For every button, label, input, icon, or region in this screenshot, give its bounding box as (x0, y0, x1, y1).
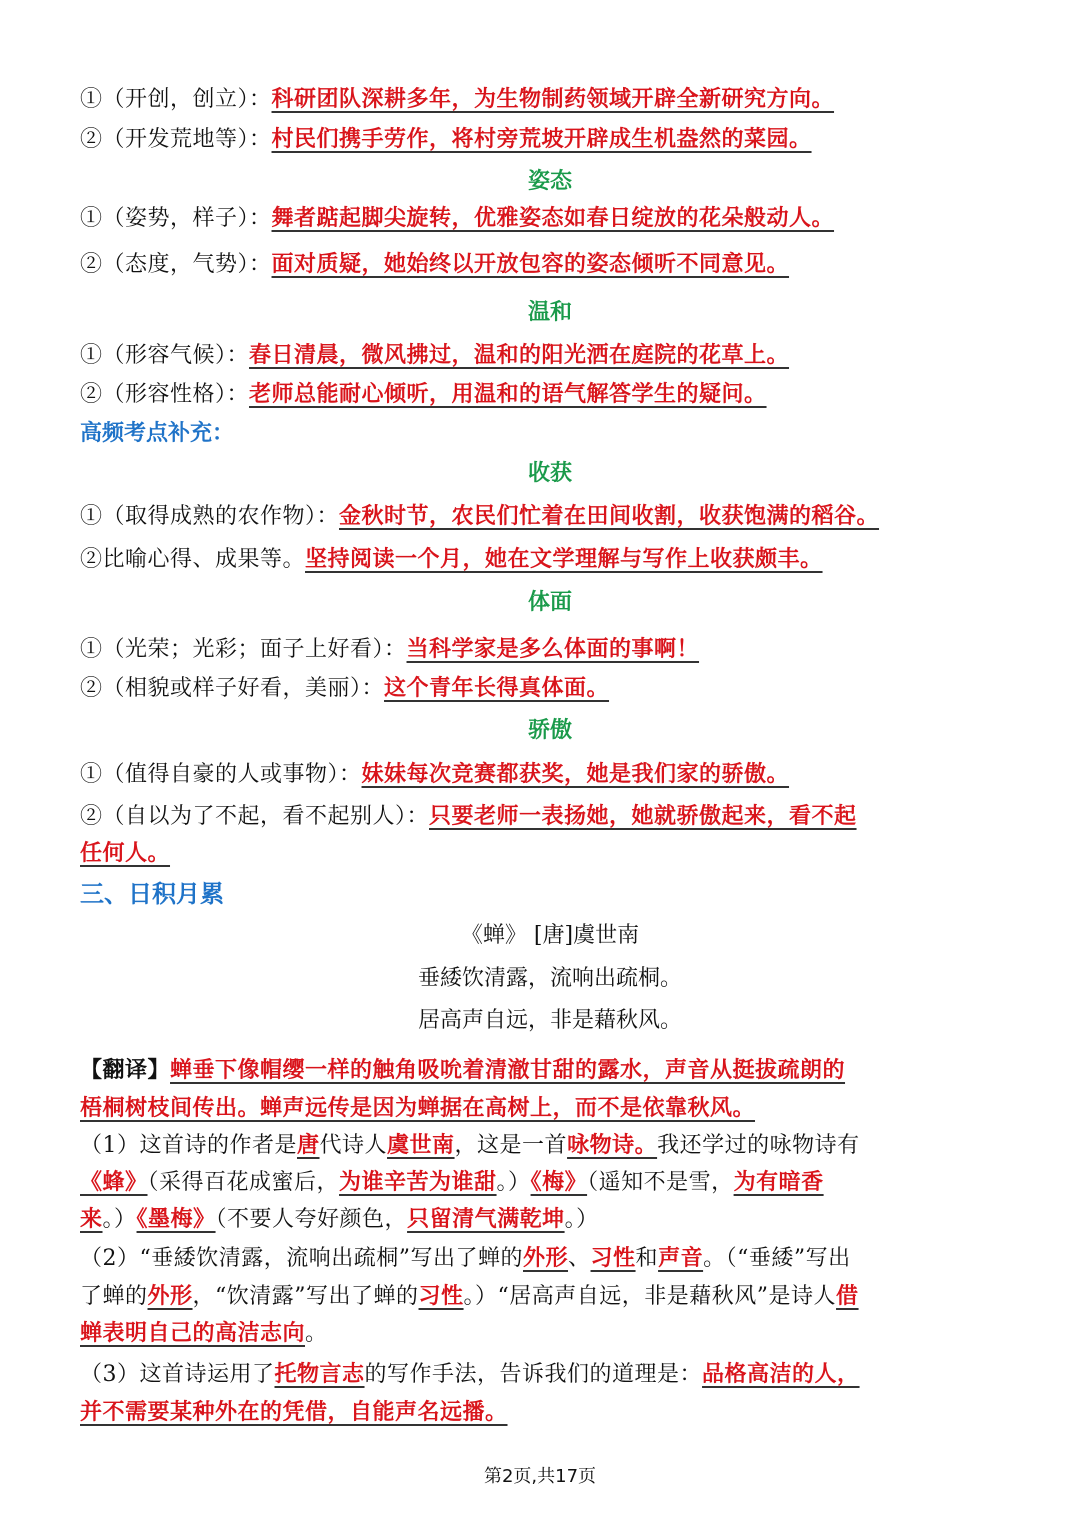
sense-label: ①（形容气候）： (80, 343, 250, 368)
translation-line (80, 1055, 1010, 1086)
answer-blank: 为谁辛苦为谁甜 (339, 1169, 497, 1195)
question-text: 了蝉的 (80, 1284, 148, 1309)
answer-blank: 借 (836, 1283, 859, 1309)
sense-line (80, 501, 1010, 532)
question-line (80, 1359, 1010, 1390)
translation-line (80, 1093, 1010, 1124)
question-text: 的写作手法，告诉我们的道理是： (364, 1362, 703, 1387)
question-text: 。） (564, 1207, 599, 1232)
answer-blank: 习性 (418, 1283, 464, 1309)
sense-line (80, 634, 1010, 665)
question-text: 。） (102, 1207, 137, 1232)
question-text: 。（“垂緌”写出 (703, 1246, 851, 1271)
word-title: 体面 (527, 589, 572, 615)
answer-blank: 虞世南 (387, 1132, 455, 1158)
poem-line: 居高声自远，非是藉秋风。 (417, 1008, 682, 1033)
answer-blank: 《梅》 (530, 1169, 588, 1195)
answer-blank: 为有暗香 (733, 1169, 824, 1195)
sense-example: 舞者踮起脚尖旋转，优雅姿态如春日绽放的花朵般动人。 (271, 205, 835, 231)
sense-label: ①（取得成熟的农作物）： (80, 504, 340, 529)
sense-line (80, 124, 1010, 155)
word-title: 姿态 (527, 168, 572, 194)
sense-example: 金秋时节，农民们忙着在田间收割，收获饱满的稻谷。 (339, 503, 880, 529)
question-text: （3）这首诗运用了 (80, 1362, 275, 1387)
sense-line (80, 249, 1010, 280)
question-line (80, 1167, 1010, 1198)
question-text: 。）“居高声自远，非是藉秋风”是诗人 (463, 1284, 837, 1309)
sense-label: ①（值得自豪的人或事物）： (80, 762, 362, 787)
sense-line (80, 203, 1010, 234)
supplement-label: 高频考点补充： (80, 420, 235, 446)
sense-line-cont (80, 838, 1010, 869)
sense-label: ①（姿势，样子）： (80, 206, 272, 231)
section-heading: 三、日积月累 (80, 880, 224, 908)
sense-label: ②（相貌或样子好看，美丽）： (80, 676, 385, 701)
poem-title: 《蝉》 [唐]虞世南 (460, 923, 640, 948)
sense-label: ②比喻心得、成果等。 (80, 547, 306, 572)
answer-blank: 只留清气满乾坤 (407, 1206, 565, 1232)
question-text: 和 (635, 1246, 659, 1271)
answer-blank: 并不需要某种外在的凭借，自能声名远播。 (80, 1399, 508, 1425)
answer-blank: 蝉表明自己的高洁志向 (80, 1320, 306, 1346)
answer-blank: 《蜂》 (80, 1169, 148, 1195)
question-line (80, 1281, 1010, 1312)
translation-text: 梧桐树枝间传出。蝉声远传是因为蝉据在高树上，而不是依靠秋风。 (80, 1095, 756, 1121)
question-text: 我还学过的咏物诗有 (657, 1133, 860, 1158)
translation-label: 【翻译】 (80, 1057, 171, 1083)
question-line (80, 1130, 1010, 1161)
sense-example: 村民们携手劳作，将村旁荒坡开辟成生机盎然的菜园。 (271, 126, 812, 152)
question-text: （不要人夸好颜色， (215, 1207, 408, 1232)
answer-blank: 习性 (590, 1245, 636, 1271)
answer-blank: 托物言志 (274, 1361, 365, 1387)
sense-example: 春日清晨，微风拂过，温和的阳光洒在庭院的花草上。 (249, 342, 790, 368)
word-title: 收获 (527, 460, 572, 486)
answer-blank: 来 (80, 1206, 103, 1232)
question-line (80, 1397, 1010, 1428)
sense-line (80, 544, 1010, 575)
question-line (80, 1318, 1010, 1349)
answer-blank: 外形 (523, 1245, 569, 1271)
question-text: 。） (496, 1170, 531, 1195)
question-line (80, 1204, 1010, 1235)
question-text: ，“饮清露”写出了蝉的 (192, 1284, 419, 1309)
sense-label: ②（态度，气势）： (80, 252, 272, 277)
question-text: 、 (568, 1246, 591, 1271)
sense-example: 妹妹每次竞赛都获奖，她是我们家的骄傲。 (361, 761, 790, 787)
sense-label: ②（形容性格）： (80, 382, 250, 407)
poem-line: 垂緌饮清露，流响出疏桐。 (417, 966, 682, 991)
answer-blank: 声音 (658, 1245, 704, 1271)
sense-example: 科研团队深耕多年，为生物制药领域开辟全新研究方向。 (271, 86, 835, 112)
sense-example: 只要老师一表扬她，她就骄傲起来，看不起 (429, 803, 857, 829)
sense-example: 老师总能耐心倾听，用温和的语气解答学生的疑问。 (249, 381, 767, 407)
word-title: 骄傲 (527, 717, 572, 743)
sense-label: ②（自以为了不起，看不起别人）： (80, 804, 430, 829)
sense-label: ①（开创，创立）： (80, 87, 272, 112)
sense-example: 任何人。 (80, 840, 171, 866)
question-text: （遥知不是雪， (587, 1170, 734, 1195)
answer-blank: 外形 (147, 1283, 193, 1309)
question-text: 代诗人 (319, 1133, 388, 1158)
answer-blank: 《墨梅》 (136, 1206, 216, 1232)
answer-blank: 咏物诗。 (567, 1132, 658, 1158)
sense-example: 当科学家是多么体面的事啊！ (406, 636, 700, 662)
sense-line (80, 673, 1010, 704)
sense-line (80, 340, 1010, 371)
question-text: （1）这首诗的作者是 (80, 1133, 297, 1158)
sense-example: 坚持阅读一个月，她在文学理解与写作上收获颇丰。 (305, 546, 823, 572)
answer-blank: 唐 (297, 1132, 320, 1158)
translation-text: 蝉垂下像帽缨一样的触角吸吮着清澈甘甜的露水，声音从挺拔疏朗的 (170, 1057, 846, 1083)
sense-line (80, 379, 1010, 410)
question-text: （2）“垂緌饮清露，流响出疏桐”写出了蝉的 (80, 1246, 523, 1271)
question-text: 。 (305, 1321, 328, 1346)
question-text: ，这是一首 (454, 1133, 568, 1158)
sense-example: 这个青年长得真体面。 (384, 675, 610, 701)
sense-example: 面对质疑，她始终以开放包容的姿态倾听不同意见。 (271, 251, 790, 277)
page-number: 第2页,共17页 (483, 1466, 597, 1487)
answer-blank: 品格高洁的人， (702, 1361, 860, 1387)
question-line (80, 1243, 1010, 1274)
question-text: （采得百花成蜜后， (147, 1170, 340, 1195)
sense-line (80, 801, 1010, 832)
word-title: 温和 (527, 299, 572, 325)
sense-line (80, 84, 1010, 115)
sense-label: ②（开发荒地等）： (80, 127, 272, 152)
sense-line (80, 759, 1010, 790)
sense-label: ①（光荣；光彩；面子上好看）： (80, 637, 407, 662)
